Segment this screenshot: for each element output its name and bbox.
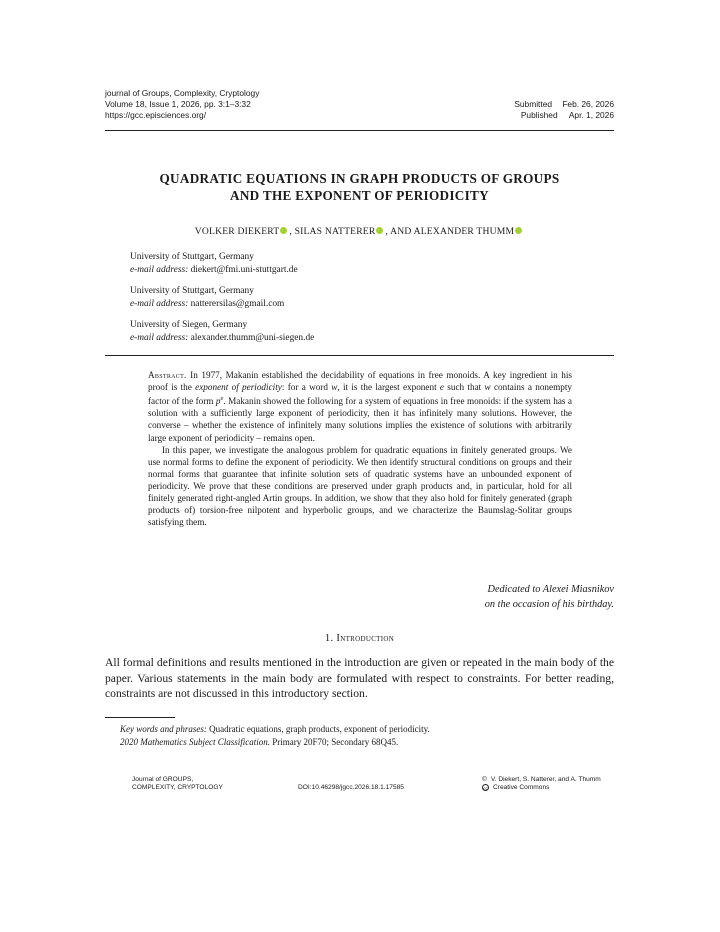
creative-commons-icon[interactable]: cc bbox=[483, 786, 488, 792]
copyright-holders: V. Diekert, S. Natterer, and A. Thumm bbox=[490, 776, 601, 783]
math-var: e bbox=[439, 382, 444, 393]
affiliation-university: University of Stuttgart, Germany bbox=[130, 286, 254, 296]
keywords-text: Quadratic equations, graph products, exponent of periodicity. bbox=[206, 724, 430, 734]
math-sup: e bbox=[220, 395, 224, 403]
intro-paragraph: All formal definitions and results mentioned in the introduction are given or repeated in the main body of the paper. Various statements in the main body are formulated with respect to constraints. For better reading, constraints are not discussed in this introductory section. bbox=[105, 656, 614, 701]
msc-text: Primary 20F70; Secondary 68Q45. bbox=[270, 737, 399, 747]
abstract-paragraph-2: In this paper, we investigate the analogous problem for quadratic equations in finitely generated groups. We use normal forms to define the exponent of periodicity. We then identify structural conditions on groups and their normal forms that guarantee that infinite solution sets of quadratic systems have an unbounded exponent of periodicity. We prove that these conditions are preserved under graph products and, in particular, hold for all finitely generated right-angled Artin groups. In addition, we show that they also hold for finitely generated (graph products of) torsion-free nilpotent and hyperbolic groups, and we characterize the Baumslag-Solitar groups satisfying them. bbox=[148, 444, 572, 528]
email-address[interactable]: natterersilas@gmail.com bbox=[190, 299, 285, 309]
journal-url[interactable]: https://gcc.episciences.org/ bbox=[105, 110, 207, 120]
orcid-icon[interactable] bbox=[515, 227, 522, 234]
footer-journal-line-1: Journal of GROUPS, bbox=[132, 776, 194, 783]
author-list bbox=[105, 226, 614, 237]
abstract bbox=[148, 369, 572, 528]
affiliation-2 bbox=[130, 285, 284, 311]
abstract-paragraph-1 bbox=[148, 369, 572, 444]
orcid-icon[interactable] bbox=[376, 227, 383, 234]
header-rule bbox=[105, 130, 614, 131]
footer-doi[interactable]: DOI:10.46298/jgcc.2026.18.1.17585 bbox=[298, 784, 404, 791]
dedication bbox=[485, 583, 614, 612]
published-label: Published bbox=[520, 110, 558, 120]
abstract-heading: Abstract. bbox=[148, 370, 187, 380]
section-heading bbox=[105, 633, 614, 644]
email-label: e-mail address: bbox=[130, 299, 189, 309]
author-1: VOLKER DIEKERT bbox=[194, 226, 280, 237]
orcid-icon[interactable] bbox=[280, 227, 287, 234]
abstract-text: In 1977, Makanin established the decidability of equations in free monoids. A key ingredient in his proof is the bbox=[148, 370, 572, 393]
journal-name: journal of Groups, Complexity, Cryptology bbox=[105, 88, 260, 98]
math-var: p bbox=[215, 396, 221, 407]
dedication-line-1: Dedicated to Alexei Miasnikov bbox=[487, 584, 614, 595]
submitted-label: Submitted bbox=[514, 99, 553, 109]
title-line-2: AND THE EXPONENT OF PERIODICITY bbox=[230, 188, 489, 203]
email-address[interactable]: alexander.thumm@uni-siegen.de bbox=[190, 333, 315, 343]
abstract-text: . Makanin showed the following for a system of equations in free monoids: if the system has a solution with a sufficiently large exponent of periodicity, then it has infinitely many solutions. However, the converse – whether the existence of infinitely many solutions implies the existence of solutions with arbitrarily large exponent of periodicity – remains open. bbox=[148, 396, 572, 443]
volume-info: Volume 18, Issue 1, 2026, pp. 3:1–3:32 bbox=[105, 99, 251, 109]
paper-title bbox=[105, 170, 614, 204]
math-var: w bbox=[484, 382, 491, 393]
footer-copyright bbox=[482, 776, 601, 793]
title-line-1: QUADRATIC EQUATIONS IN GRAPH PRODUCTS OF GROUPS bbox=[159, 171, 560, 186]
abstract-text: , it is the largest exponent bbox=[337, 382, 440, 393]
abstract-text: such that bbox=[444, 382, 485, 393]
affiliation-university: University of Siegen, Germany bbox=[130, 320, 248, 330]
footnote-rule bbox=[105, 717, 175, 718]
section-title: Introduction bbox=[336, 633, 395, 644]
license-text[interactable]: Creative Commons bbox=[493, 784, 550, 792]
abstract-rule bbox=[105, 355, 614, 356]
abstract-emphasis: exponent of periodicity bbox=[195, 382, 282, 393]
keywords-label: Key words and phrases: bbox=[120, 724, 207, 734]
journal-header bbox=[105, 88, 259, 121]
abstract-text: contains a nonempty factor of the form bbox=[148, 382, 572, 407]
footer-journal-line-2: COMPLEXITY, CRYPTOLOGY bbox=[132, 784, 223, 792]
affiliation-university: University of Stuttgart, Germany bbox=[130, 252, 254, 262]
affiliation-3 bbox=[130, 319, 314, 345]
affiliation-1 bbox=[130, 251, 298, 277]
section-number: 1. bbox=[324, 633, 334, 644]
copyright-icon: © bbox=[482, 776, 487, 783]
dedication-line-2: on the occasion of his birthday. bbox=[484, 598, 614, 610]
email-label: e-mail address: bbox=[130, 333, 189, 343]
submitted-date: Feb. 26, 2026 bbox=[562, 99, 614, 109]
math-var: w bbox=[331, 382, 338, 393]
footnote bbox=[120, 723, 430, 749]
email-label: e-mail address: bbox=[130, 265, 189, 275]
abstract-text: : for a word bbox=[281, 382, 332, 393]
author-separator: , AND bbox=[385, 226, 414, 237]
dates-block bbox=[514, 99, 614, 121]
msc-label: 2020 Mathematics Subject Classification. bbox=[120, 737, 270, 747]
published-date: Apr. 1, 2026 bbox=[568, 110, 614, 120]
email-address[interactable]: diekert@fmi.uni-stuttgart.de bbox=[190, 265, 298, 275]
author-2: SILAS NATTERER bbox=[294, 226, 376, 237]
footer-journal bbox=[132, 776, 223, 793]
author-separator: , bbox=[289, 226, 295, 237]
author-3: ALEXANDER THUMM bbox=[413, 226, 515, 237]
